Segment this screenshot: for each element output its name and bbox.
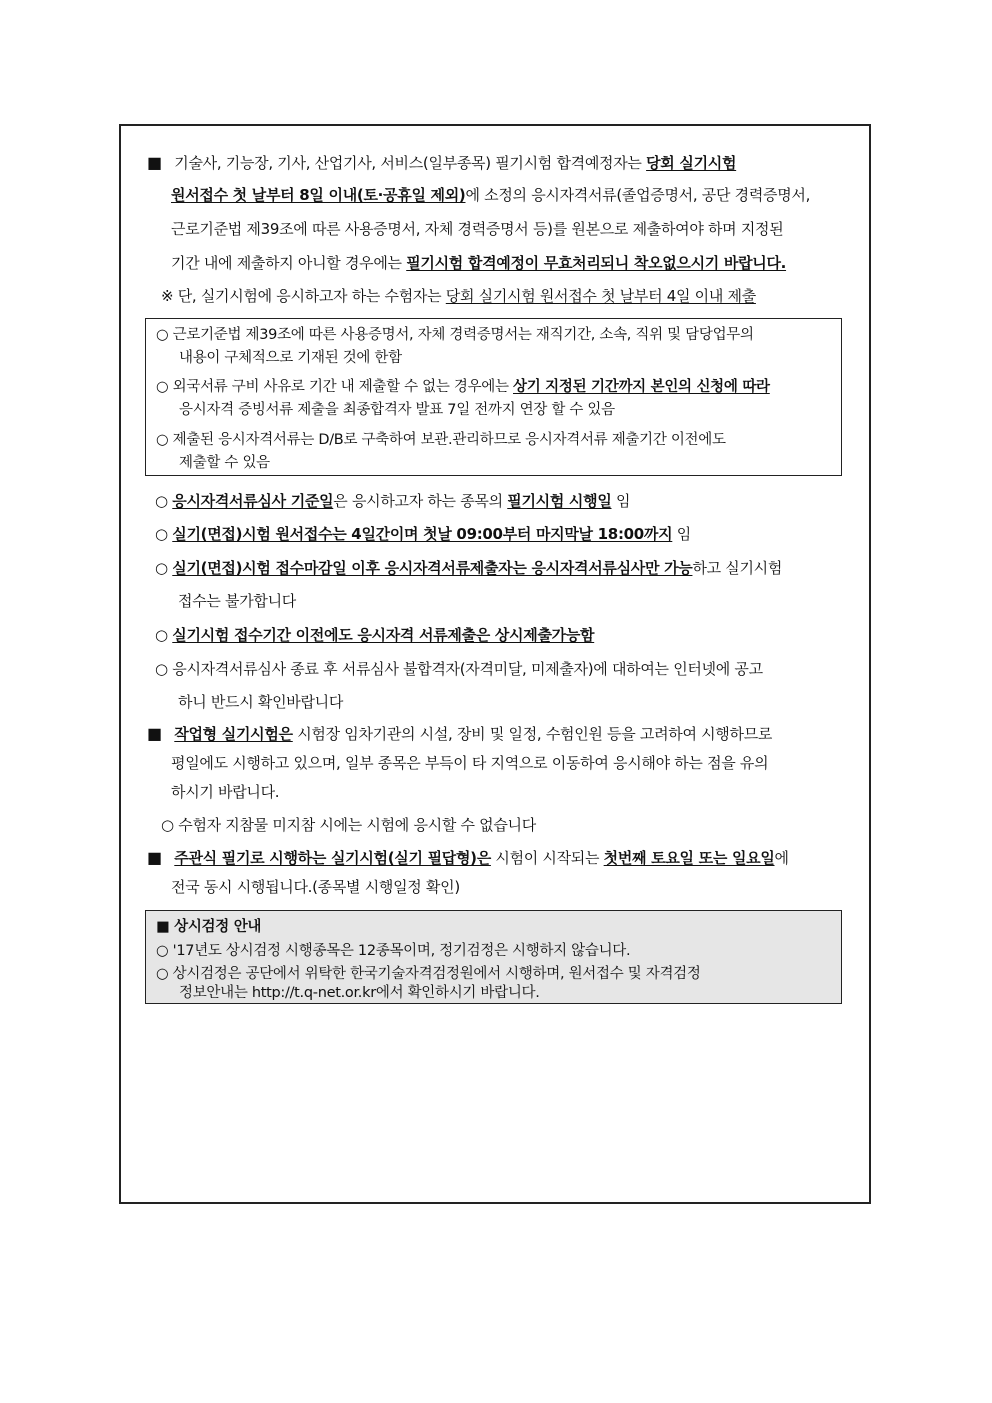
section4-text: 에 — [774, 849, 789, 867]
section3-line3: 하시기 바랍니다. — [171, 783, 280, 801]
circle-bullet: ○ — [155, 492, 173, 510]
criteria-item-2 — [155, 524, 691, 544]
bullet-square: ■ — [147, 848, 162, 867]
criteria-item-5-cont: 하니 반드시 확인바랍니다 — [178, 693, 344, 711]
section4-emphasis: 첫번째 토요일 또는 일요일 — [603, 849, 775, 867]
notice-item-2-emphasis: 상기 지정된 기간까지 본인의 신청에 따라 — [513, 379, 770, 395]
notice-item-2 — [156, 377, 770, 397]
criteria-item-3 — [155, 558, 782, 578]
bullet-square: ■ — [147, 153, 162, 172]
criteria-item-4 — [155, 625, 594, 645]
section3-text: 시험장 임차기관의 시설, 장비 및 일정, 수험인원 등을 고려하여 시행하므로 — [292, 725, 773, 743]
section4-line2: 전국 동시 시행됩니다.(종목별 시행일정 확인) — [171, 878, 460, 896]
section3-emphasis: 작업형 실기시험은 — [174, 725, 293, 743]
criteria-text: 은 응시하고자 하는 종목의 — [333, 492, 508, 510]
section1-line2 — [171, 185, 810, 205]
criteria-text: 임 — [672, 525, 691, 543]
notice-box — [145, 318, 842, 476]
section1-note — [161, 286, 756, 306]
notice-item-2-cont: 응시자격 증빙서류 제출을 최종합격자 발표 7일 전까지 연장 할 수 있음 — [179, 402, 615, 418]
section1-emphasis: 당회 실기시험 — [646, 154, 737, 172]
notice-item-3-cont: 제출할 수 있음 — [179, 455, 270, 471]
notice-item-3: ○ 제출된 응시자격서류는 D/B로 구축하여 보관.관리하므로 응시자격서류 제출기간 이전에도 — [156, 432, 726, 448]
regular-exam-item-1: ○ '17년도 상시검정 시행종목은 12종목이며, 정기검정은 시행하지 않습니다. — [156, 943, 631, 959]
section1-text: 에 소정의 응시자격서류(졸업증명서, 공단 경력증명서, — [465, 186, 811, 204]
section3-line1 — [147, 724, 772, 744]
criteria-emphasis: 실기(면접)시험 접수마감일 이후 응시자격서류제출자는 응시자격서류심사만 가능 — [172, 559, 693, 577]
regular-exam-item-2: ○ 상시검정은 공단에서 위탁한 한국기술자격검정원에서 시행하며, 원서접수 및 자격검정 — [156, 966, 701, 982]
section4-text: 시험이 시작되는 — [490, 849, 604, 867]
section1-line1 — [147, 153, 736, 173]
note-emphasis: 당회 실기시험 원서접수 첫 날부터 4일 이내 제출 — [445, 287, 756, 305]
section3-sub: ○ 수험자 지참물 미지참 시에는 시험에 응시할 수 없습니다 — [161, 816, 536, 834]
section1-emphasis: 필기시험 합격예정이 무효처리되니 착오없으시기 바랍니다. — [406, 254, 787, 272]
regular-exam-title: ■ 상시검정 안내 — [156, 919, 262, 935]
criteria-emphasis: 실기시험 접수기간 이전에도 응시자격 서류제출은 상시제출가능함 — [172, 626, 595, 644]
criteria-emphasis: 필기시험 시행일 — [507, 492, 612, 510]
criteria-emphasis: 응시자격서류심사 기준일 — [172, 492, 334, 510]
section3-line2: 평일에도 시행하고 있으며, 일부 종목은 부득이 타 지역으로 이동하여 응시해야 하는 점을 유의 — [171, 754, 769, 772]
section1-text: 기간 내에 제출하지 아니할 경우에는 — [171, 254, 407, 272]
notice-item-2-text: ○ 외국서류 구비 사유로 기간 내 제출할 수 없는 경우에는 — [156, 379, 513, 395]
note-text: ※ 단, 실기시험에 응시하고자 하는 수험자는 — [161, 287, 446, 305]
section1-line4 — [171, 253, 786, 273]
circle-bullet: ○ — [155, 525, 173, 543]
section4-line1 — [147, 848, 789, 868]
notice-item-1-cont: 내용이 구체적으로 기재된 것에 한함 — [179, 350, 402, 366]
regular-exam-item-2-cont: 정보안내는 http://t.q-net.or.kr에서 확인하시기 바랍니다. — [179, 985, 540, 1001]
section1-line3: 근로기준법 제39조에 따른 사용증명서, 자체 경력증명서 등)를 원본으로 제출하여야 하며 지정된 — [171, 220, 784, 238]
notice-item-1: ○ 근로기준법 제39조에 따른 사용증명서, 자체 경력증명서는 재직기간, 소속, 직위 및 담당업무의 — [156, 327, 754, 343]
circle-bullet: ○ — [155, 559, 173, 577]
criteria-item-3-cont: 접수는 불가합니다 — [178, 592, 296, 610]
criteria-text: 하고 실기시험 — [692, 559, 783, 577]
circle-bullet: ○ — [155, 626, 173, 644]
regular-exam-notice-box — [145, 910, 842, 1004]
criteria-emphasis: 실기(면접)시험 원서접수는 4일간이며 첫날 09:00부터 마지막날 18:00까지 — [172, 525, 673, 543]
section1-text: 기술사, 기능장, 기사, 산업기사, 서비스(일부종목) 필기시험 합격예정자는 — [174, 154, 647, 172]
criteria-item-1 — [155, 491, 630, 511]
section4-emphasis: 주관식 필기로 시행하는 실기시험(실기 필답형)은 — [174, 849, 491, 867]
section1-emphasis: 원서접수 첫 날부터 8일 이내(토·공휴일 제외) — [171, 186, 466, 204]
criteria-text: 임 — [611, 492, 631, 510]
criteria-item-5: ○ 응시자격서류심사 종료 후 서류심사 불합격자(자격미달, 미제출자)에 대하여는 인터넷에 공고 — [155, 660, 763, 678]
bullet-square: ■ — [147, 724, 162, 743]
